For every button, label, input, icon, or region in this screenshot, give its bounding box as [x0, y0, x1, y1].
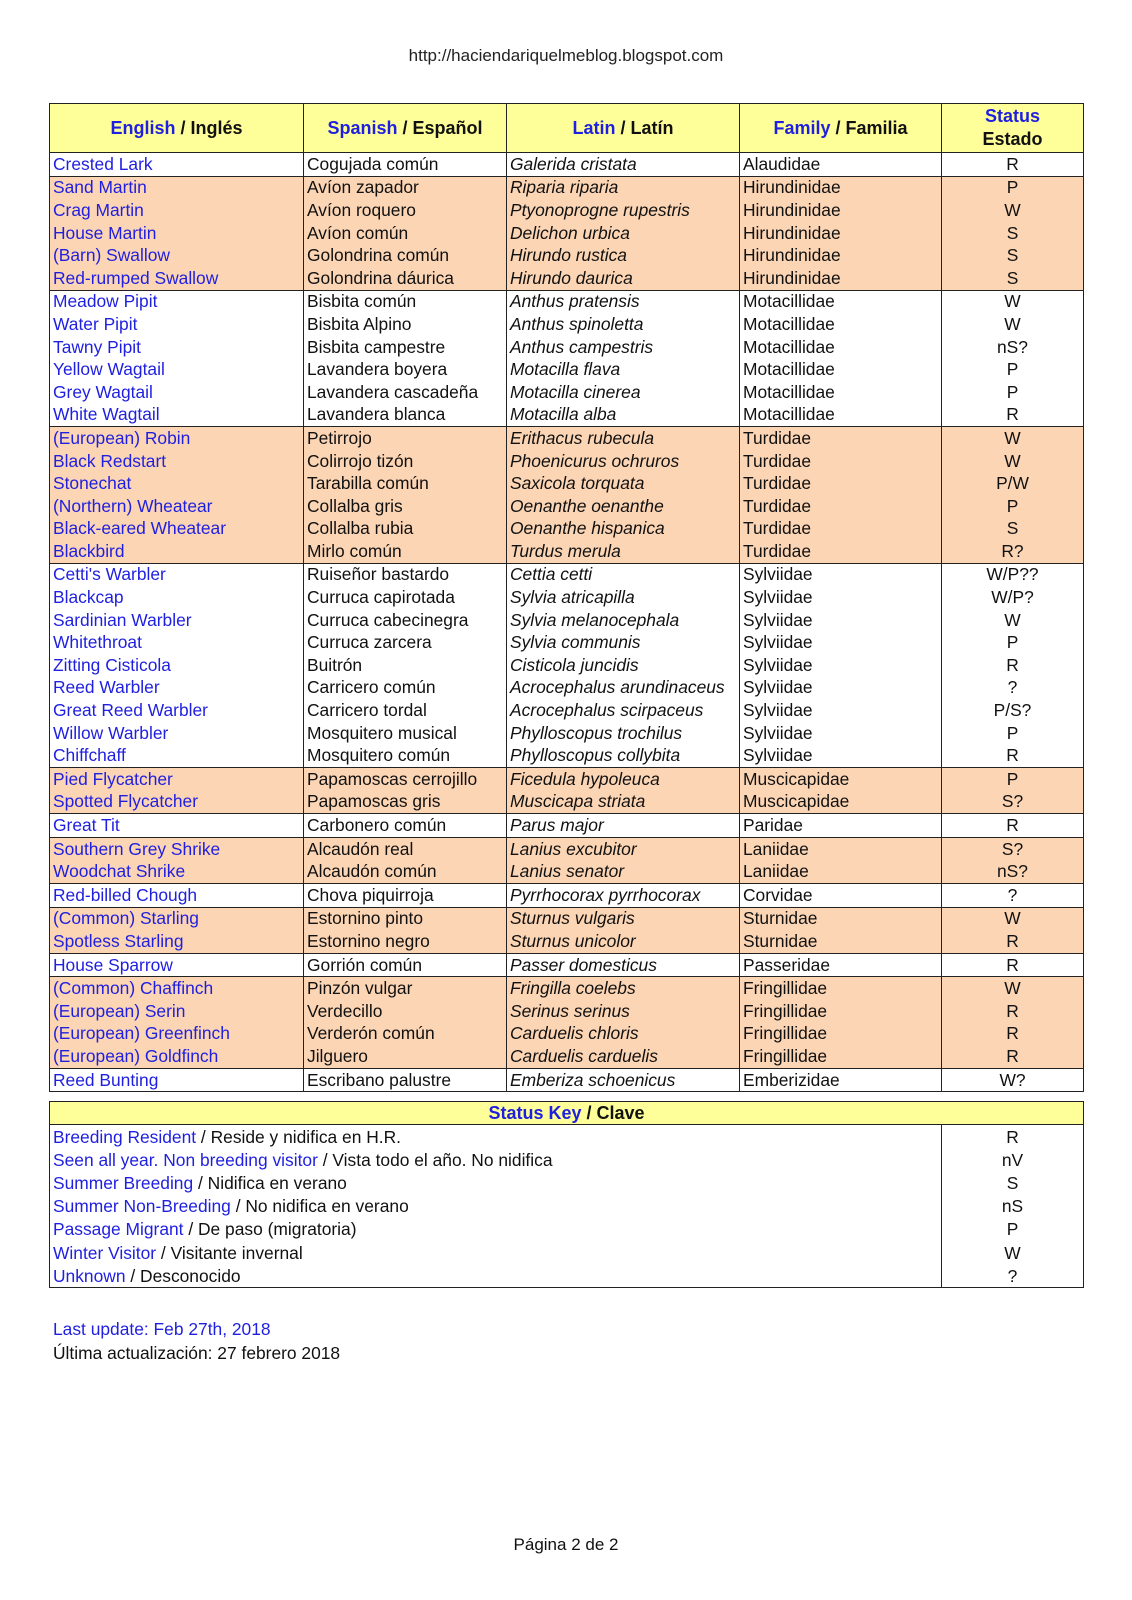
english-name: (European) Robin — [50, 427, 304, 450]
bird-row — [50, 153, 1084, 177]
spanish-name: Collalba gris — [304, 495, 507, 518]
latin-name: Delichon urbica — [507, 222, 740, 245]
bird-table-body — [50, 153, 1084, 1092]
spanish-name: Lavandera boyera — [304, 358, 507, 381]
status-key-es: Vista todo el año. No nidifica — [332, 1149, 553, 1170]
latin-name: Acrocephalus arundinaceus — [507, 677, 740, 700]
english-name: Blackbird — [50, 540, 304, 563]
spanish-name: Golondrina común — [304, 244, 507, 267]
family-name: Emberizidae — [740, 1068, 942, 1092]
column-header-latin: Latin / Latín — [507, 104, 740, 153]
latin-name: Erithacus rubecula — [507, 427, 740, 450]
english-name: Crested Lark — [50, 153, 304, 177]
status-code: W? — [942, 1068, 1084, 1092]
family-name: Alaudidae — [740, 153, 942, 177]
status-key-row — [50, 1148, 1084, 1171]
status-code: P — [942, 495, 1084, 518]
spanish-name: Curruca zarcera — [304, 631, 507, 654]
spanish-name: Alcaudón común — [304, 860, 507, 883]
bird-row — [50, 631, 1084, 654]
bird-row — [50, 450, 1084, 473]
bird-row — [50, 313, 1084, 336]
english-name: Water Pipit — [50, 313, 304, 336]
english-name: Southern Grey Shrike — [50, 837, 304, 860]
spanish-name: Papamoscas cerrojillo — [304, 768, 507, 791]
latin-name: Lanius senator — [507, 860, 740, 883]
status-code: R — [942, 953, 1084, 977]
spanish-name: Jilguero — [304, 1045, 507, 1068]
english-name: (Common) Starling — [50, 907, 304, 930]
english-name: Red-rumped Swallow — [50, 267, 304, 290]
family-name: Sylviidae — [740, 586, 942, 609]
family-name: Sylviidae — [740, 609, 942, 632]
bird-row — [50, 977, 1084, 1000]
family-name: Fringillidae — [740, 977, 942, 1000]
latin-name: Muscicapa striata — [507, 791, 740, 814]
english-name: Willow Warbler — [50, 722, 304, 745]
family-name: Hirundinidae — [740, 199, 942, 222]
latin-name: Sylvia communis — [507, 631, 740, 654]
family-name: Sylviidae — [740, 699, 942, 722]
bird-row — [50, 768, 1084, 791]
bird-row — [50, 381, 1084, 404]
spanish-name: Avíon común — [304, 222, 507, 245]
bird-row — [50, 563, 1084, 586]
english-name: (Northern) Wheatear — [50, 495, 304, 518]
latin-name: Saxicola torquata — [507, 472, 740, 495]
status-code: W — [942, 450, 1084, 473]
english-name: Zitting Cisticola — [50, 654, 304, 677]
status-key-code: nS — [942, 1195, 1084, 1218]
family-name: Hirundinidae — [740, 267, 942, 290]
family-name: Sylviidae — [740, 677, 942, 700]
status-code: W — [942, 977, 1084, 1000]
latin-name: Oenanthe oenanthe — [507, 495, 740, 518]
bird-row — [50, 791, 1084, 814]
bird-row — [50, 814, 1084, 838]
family-name: Fringillidae — [740, 1000, 942, 1023]
english-name: Chiffchaff — [50, 744, 304, 767]
english-name: Black Redstart — [50, 450, 304, 473]
status-code: S — [942, 244, 1084, 267]
status-key-description: Summer Breeding / Nidifica en verano — [50, 1171, 942, 1194]
status-key-row — [50, 1264, 1084, 1288]
bird-row — [50, 1000, 1084, 1023]
status-code: S — [942, 518, 1084, 541]
latin-name: Hirundo daurica — [507, 267, 740, 290]
latin-name: Anthus spinoletta — [507, 313, 740, 336]
bird-row — [50, 699, 1084, 722]
bird-row — [50, 358, 1084, 381]
english-name: (Barn) Swallow — [50, 244, 304, 267]
last-update — [53, 1318, 340, 1365]
bird-row — [50, 722, 1084, 745]
status-code: S — [942, 222, 1084, 245]
family-name: Motacillidae — [740, 404, 942, 427]
family-name: Muscicapidae — [740, 791, 942, 814]
bird-row — [50, 837, 1084, 860]
family-name: Paridae — [740, 814, 942, 838]
english-name: Reed Warbler — [50, 677, 304, 700]
spanish-name: Bisbita campestre — [304, 336, 507, 359]
status-key-en: Summer Non-Breeding — [53, 1196, 231, 1217]
status-key-row — [50, 1171, 1084, 1194]
status-code: R — [942, 1000, 1084, 1023]
spanish-name: Gorrión común — [304, 953, 507, 977]
latin-name: Hirundo rustica — [507, 244, 740, 267]
english-name: Spotted Flycatcher — [50, 791, 304, 814]
family-name: Fringillidae — [740, 1045, 942, 1068]
status-key-en: Seen all year. Non breeding visitor — [53, 1149, 318, 1170]
spanish-name: Golondrina dáurica — [304, 267, 507, 290]
latin-name: Cisticola juncidis — [507, 654, 740, 677]
latin-name: Riparia riparia — [507, 176, 740, 199]
family-name: Sturnidae — [740, 907, 942, 930]
english-name: Grey Wagtail — [50, 381, 304, 404]
latin-name: Galerida cristata — [507, 153, 740, 177]
bird-row — [50, 176, 1084, 199]
status-code: ? — [942, 884, 1084, 908]
status-key-code: P — [942, 1218, 1084, 1241]
spanish-name: Tarabilla común — [304, 472, 507, 495]
spanish-name: Curruca capirotada — [304, 586, 507, 609]
bird-row — [50, 336, 1084, 359]
english-name: Meadow Pipit — [50, 290, 304, 313]
latin-name: Sturnus vulgaris — [507, 907, 740, 930]
spanish-name: Curruca cabecinegra — [304, 609, 507, 632]
bird-row — [50, 495, 1084, 518]
english-name: Red-billed Chough — [50, 884, 304, 908]
bird-row — [50, 540, 1084, 563]
latin-name: Sylvia atricapilla — [507, 586, 740, 609]
english-name: Whitethroat — [50, 631, 304, 654]
latin-name: Lanius excubitor — [507, 837, 740, 860]
status-code: P — [942, 381, 1084, 404]
family-name: Turdidae — [740, 472, 942, 495]
latin-name: Serinus serinus — [507, 1000, 740, 1023]
page-number: Página 2 de 2 — [513, 1535, 619, 1554]
family-name: Hirundinidae — [740, 176, 942, 199]
status-code: W/P? — [942, 586, 1084, 609]
status-key-en: Breeding Resident — [53, 1126, 197, 1147]
english-name: Sardinian Warbler — [50, 609, 304, 632]
status-key-es: No nidifica en verano — [245, 1196, 409, 1217]
bird-row — [50, 884, 1084, 908]
spanish-name: Colirrojo tizón — [304, 450, 507, 473]
family-name: Hirundinidae — [740, 244, 942, 267]
column-header-status: Status Estado — [942, 104, 1084, 153]
bird-row — [50, 472, 1084, 495]
spanish-name: Avíon zapador — [304, 176, 507, 199]
english-name: Stonechat — [50, 472, 304, 495]
family-name: Laniidae — [740, 860, 942, 883]
status-code: R — [942, 744, 1084, 767]
status-key-es: Reside y nidifica en H.R. — [210, 1126, 402, 1147]
status-key-en: Winter Visitor — [53, 1242, 157, 1263]
spanish-name: Escribano palustre — [304, 1068, 507, 1092]
latin-name: Anthus campestris — [507, 336, 740, 359]
latin-name: Cettia cetti — [507, 563, 740, 586]
english-name: Sand Martin — [50, 176, 304, 199]
status-key-en: Summer Breeding — [53, 1172, 194, 1193]
family-name: Muscicapidae — [740, 768, 942, 791]
status-key-body — [50, 1125, 1084, 1288]
family-name: Turdidae — [740, 540, 942, 563]
family-name: Turdidae — [740, 518, 942, 541]
family-name: Sylviidae — [740, 563, 942, 586]
latin-name: Pyrrhocorax pyrrhocorax — [507, 884, 740, 908]
bird-row — [50, 290, 1084, 313]
status-code: S — [942, 267, 1084, 290]
status-code: P — [942, 176, 1084, 199]
bird-row — [50, 586, 1084, 609]
family-name: Motacillidae — [740, 381, 942, 404]
status-code: R — [942, 153, 1084, 177]
spanish-name: Verderón común — [304, 1023, 507, 1046]
status-key-title: Status Key / Clave — [50, 1102, 1084, 1125]
english-name: Spotless Starling — [50, 930, 304, 953]
column-header-spanish: Spanish / Español — [304, 104, 507, 153]
spanish-name: Estornino negro — [304, 930, 507, 953]
status-code: R — [942, 404, 1084, 427]
status-key-code: nV — [942, 1148, 1084, 1171]
english-name: Cetti's Warbler — [50, 563, 304, 586]
family-name: Sylviidae — [740, 631, 942, 654]
latin-name: Turdus merula — [507, 540, 740, 563]
family-name: Motacillidae — [740, 358, 942, 381]
latin-name: Motacilla alba — [507, 404, 740, 427]
latin-name: Passer domesticus — [507, 953, 740, 977]
spanish-name: Pinzón vulgar — [304, 977, 507, 1000]
status-code: W — [942, 313, 1084, 336]
bird-row — [50, 222, 1084, 245]
bird-row — [50, 744, 1084, 767]
latin-name: Emberiza schoenicus — [507, 1068, 740, 1092]
status-code: R — [942, 1023, 1084, 1046]
bird-row — [50, 1045, 1084, 1068]
family-name: Sylviidae — [740, 744, 942, 767]
status-code: nS? — [942, 336, 1084, 359]
bird-row — [50, 518, 1084, 541]
spanish-name: Papamoscas gris — [304, 791, 507, 814]
family-name: Motacillidae — [740, 313, 942, 336]
status-key-description: Winter Visitor / Visitante invernal — [50, 1241, 942, 1264]
english-name: Great Tit — [50, 814, 304, 838]
column-header-family: Family / Familia — [740, 104, 942, 153]
spanish-name: Carricero común — [304, 677, 507, 700]
family-name: Sturnidae — [740, 930, 942, 953]
spanish-name: Avíon roquero — [304, 199, 507, 222]
spanish-name: Mirlo común — [304, 540, 507, 563]
status-code: W — [942, 609, 1084, 632]
bird-row — [50, 609, 1084, 632]
status-code: W/P?? — [942, 563, 1084, 586]
latin-name: Fringilla coelebs — [507, 977, 740, 1000]
status-key-table — [49, 1101, 1084, 1288]
status-code: ? — [942, 677, 1084, 700]
latin-name: Motacilla cinerea — [507, 381, 740, 404]
latin-name: Phoenicurus ochruros — [507, 450, 740, 473]
status-code: W — [942, 290, 1084, 313]
latin-name: Anthus pratensis — [507, 290, 740, 313]
spanish-name: Chova piquirroja — [304, 884, 507, 908]
status-key-es: Desconocido — [140, 1265, 241, 1286]
latin-name: Sturnus unicolor — [507, 930, 740, 953]
spanish-name: Carbonero común — [304, 814, 507, 838]
status-code: S? — [942, 791, 1084, 814]
status-code: S? — [942, 837, 1084, 860]
family-name: Laniidae — [740, 837, 942, 860]
status-code: W — [942, 427, 1084, 450]
last-update-es: Última actualización: 27 febrero 2018 — [53, 1342, 341, 1363]
spanish-name: Estornino pinto — [304, 907, 507, 930]
latin-name: Parus major — [507, 814, 740, 838]
status-code: W — [942, 907, 1084, 930]
latin-name: Carduelis carduelis — [507, 1045, 740, 1068]
bird-row — [50, 677, 1084, 700]
family-name: Passeridae — [740, 953, 942, 977]
family-name: Turdidae — [740, 427, 942, 450]
latin-name: Acrocephalus scirpaceus — [507, 699, 740, 722]
latin-name: Motacilla flava — [507, 358, 740, 381]
spanish-name: Mosquitero musical — [304, 722, 507, 745]
status-key-row — [50, 1218, 1084, 1241]
family-name: Motacillidae — [740, 336, 942, 359]
latin-name: Ptyonoprogne rupestris — [507, 199, 740, 222]
english-name: (European) Greenfinch — [50, 1023, 304, 1046]
english-name: Great Reed Warbler — [50, 699, 304, 722]
english-name: Tawny Pipit — [50, 336, 304, 359]
status-key-es: Visitante invernal — [170, 1242, 303, 1263]
status-code: R — [942, 654, 1084, 677]
spanish-name: Verdecillo — [304, 1000, 507, 1023]
status-key-code: ? — [942, 1264, 1084, 1288]
status-key-es: Nidifica en verano — [207, 1172, 347, 1193]
english-name: Yellow Wagtail — [50, 358, 304, 381]
status-key-code: R — [942, 1125, 1084, 1149]
status-code: P — [942, 722, 1084, 745]
status-code: R — [942, 930, 1084, 953]
family-name: Fringillidae — [740, 1023, 942, 1046]
status-key-description: Passage Migrant / De paso (migratoria) — [50, 1218, 942, 1241]
spanish-name: Mosquitero común — [304, 744, 507, 767]
latin-name: Phylloscopus trochilus — [507, 722, 740, 745]
status-key-code: W — [942, 1241, 1084, 1264]
english-name: Black-eared Wheatear — [50, 518, 304, 541]
spanish-name: Lavandera blanca — [304, 404, 507, 427]
status-key-en: Passage Migrant — [53, 1219, 184, 1240]
latin-name: Ficedula hypoleuca — [507, 768, 740, 791]
english-name: Woodchat Shrike — [50, 860, 304, 883]
spanish-name: Petirrojo — [304, 427, 507, 450]
family-name: Sylviidae — [740, 654, 942, 677]
spanish-name: Cogujada común — [304, 153, 507, 177]
status-code: P/S? — [942, 699, 1084, 722]
column-header-english: English / Inglés — [50, 104, 304, 153]
spanish-name: Collalba rubia — [304, 518, 507, 541]
english-name: (European) Goldfinch — [50, 1045, 304, 1068]
bird-table-header — [50, 104, 1084, 153]
latin-name: Oenanthe hispanica — [507, 518, 740, 541]
status-key-description: Seen all year. Non breeding visitor / Vista todo el año. No nidifica — [50, 1148, 942, 1171]
status-key-row — [50, 1195, 1084, 1218]
blog-url: http://haciendariquelmeblog.blogspot.com — [408, 46, 724, 65]
bird-row — [50, 1023, 1084, 1046]
bird-row — [50, 1068, 1084, 1092]
bird-row — [50, 654, 1084, 677]
bird-row — [50, 953, 1084, 977]
family-name: Turdidae — [740, 495, 942, 518]
status-key-code: S — [942, 1171, 1084, 1194]
family-name: Turdidae — [740, 450, 942, 473]
bird-row — [50, 427, 1084, 450]
status-code: P — [942, 768, 1084, 791]
status-code: nS? — [942, 860, 1084, 883]
english-name: House Sparrow — [50, 953, 304, 977]
bird-row — [50, 930, 1084, 953]
spanish-name: Carricero tordal — [304, 699, 507, 722]
english-name: Crag Martin — [50, 199, 304, 222]
status-key-description: Breeding Resident / Reside y nidifica en H.R. — [50, 1125, 942, 1149]
family-name: Corvidae — [740, 884, 942, 908]
status-code: P — [942, 358, 1084, 381]
status-code: R? — [942, 540, 1084, 563]
english-name: Pied Flycatcher — [50, 768, 304, 791]
status-code: W — [942, 199, 1084, 222]
bird-row — [50, 267, 1084, 290]
bird-row — [50, 907, 1084, 930]
bird-row — [50, 860, 1084, 883]
status-code: P — [942, 631, 1084, 654]
latin-name: Sylvia melanocephala — [507, 609, 740, 632]
bird-row — [50, 244, 1084, 267]
status-key-row — [50, 1241, 1084, 1264]
english-name: Reed Bunting — [50, 1068, 304, 1092]
status-key-es: De paso (migratoria) — [198, 1219, 357, 1240]
status-key-description: Unknown / Desconocido — [50, 1264, 942, 1288]
latin-name: Carduelis chloris — [507, 1023, 740, 1046]
english-name: (Common) Chaffinch — [50, 977, 304, 1000]
last-update-en: Last update: Feb 27th, 2018 — [53, 1319, 271, 1339]
status-code: R — [942, 1045, 1084, 1068]
spanish-name: Ruiseñor bastardo — [304, 563, 507, 586]
spanish-name: Buitrón — [304, 654, 507, 677]
bird-row — [50, 404, 1084, 427]
english-name: Blackcap — [50, 586, 304, 609]
latin-name: Phylloscopus collybita — [507, 744, 740, 767]
family-name: Motacillidae — [740, 290, 942, 313]
english-name: House Martin — [50, 222, 304, 245]
status-key-description: Summer Non-Breeding / No nidifica en verano — [50, 1195, 942, 1218]
family-name: Hirundinidae — [740, 222, 942, 245]
english-name: (European) Serin — [50, 1000, 304, 1023]
status-code: P/W — [942, 472, 1084, 495]
english-name: White Wagtail — [50, 404, 304, 427]
bird-row — [50, 199, 1084, 222]
status-key-en: Unknown — [53, 1265, 126, 1286]
status-code: R — [942, 814, 1084, 838]
bird-table — [49, 103, 1084, 1092]
spanish-name: Bisbita común — [304, 290, 507, 313]
status-key-row — [50, 1125, 1084, 1149]
family-name: Sylviidae — [740, 722, 942, 745]
spanish-name: Bisbita Alpino — [304, 313, 507, 336]
spanish-name: Lavandera cascadeña — [304, 381, 507, 404]
spanish-name: Alcaudón real — [304, 837, 507, 860]
